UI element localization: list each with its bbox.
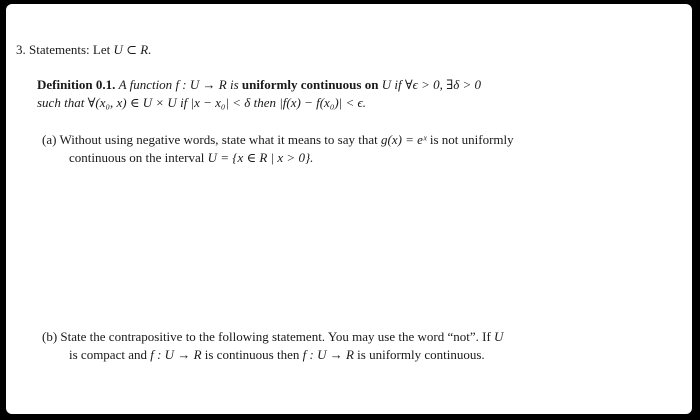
part-a-text-3: continuous on the interval: [69, 150, 205, 165]
part-b-line-2: [69, 347, 485, 363]
definition-text-such-that: such that: [37, 95, 85, 110]
definition-text-a: A function: [118, 77, 173, 92]
statements-label: Statements: Let: [29, 42, 111, 57]
part-a-math-interval: U = {x ∈ R | x > 0}.: [207, 150, 314, 165]
part-a-line-1: [42, 132, 514, 148]
definition-math-epsilon: |f(x) − f(x₀)| < ϵ.: [279, 95, 367, 110]
part-a-text-2: is not uniformly: [429, 132, 514, 147]
definition-line-1: [37, 77, 481, 93]
definition-math-function: f : U → R: [175, 77, 227, 92]
part-b-text-1: State the contrapositive to the following statement. You may use the word “not”. If: [60, 329, 491, 344]
definition-math-delta: |x − x₀| < δ: [190, 95, 251, 110]
part-a-text-1: Without using negative words, state what it means to say that: [59, 132, 378, 147]
part-b-math-function-1: f : U → R: [150, 347, 202, 362]
document-page: [6, 4, 692, 414]
definition-set-u: U: [381, 77, 392, 92]
definition-text-is: is: [229, 77, 239, 92]
part-b-math-u: U: [494, 329, 504, 344]
statements-math: U ⊂ R.: [113, 42, 152, 57]
definition-label: Definition 0.1.: [37, 77, 116, 92]
part-b-text-4: is uniformly continuous.: [357, 347, 485, 362]
definition-math-pairs: ∀(x₀, x) ∈ U × U: [87, 95, 177, 110]
definition-bold-term: uniformly continuous on: [241, 77, 379, 92]
part-a-line-2: [69, 150, 313, 166]
part-b-label: (b): [42, 329, 58, 344]
definition-math-quantifiers: ∀ϵ > 0, ∃δ > 0: [404, 77, 482, 92]
part-b-line-1: [42, 329, 503, 345]
problem-number: 3.: [16, 42, 26, 57]
part-a-math-g: g(x) = eˣ: [380, 132, 427, 147]
definition-text-if: if: [394, 77, 402, 92]
part-b-math-function-2: f : U → R: [302, 347, 354, 362]
part-b-text-2: is compact and: [69, 347, 147, 362]
part-b-text-3: is continuous then: [204, 347, 300, 362]
problem-heading: [16, 42, 151, 58]
definition-text-if2: if: [180, 95, 188, 110]
part-a-label: (a): [42, 132, 57, 147]
definition-text-then: then: [253, 95, 276, 110]
definition-line-2: [37, 95, 366, 111]
